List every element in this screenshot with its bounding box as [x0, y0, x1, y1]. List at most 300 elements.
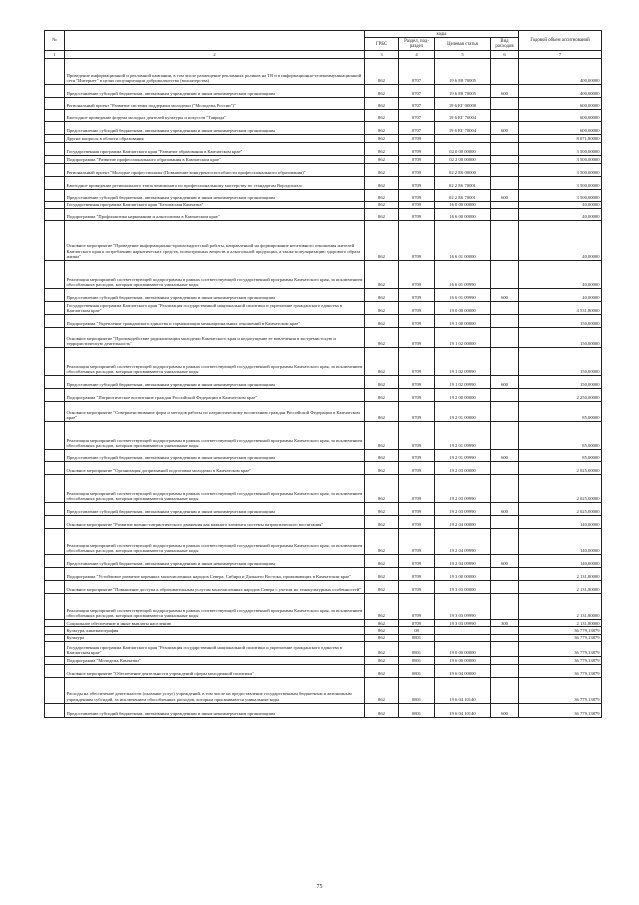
cell-rz: 0709 [399, 328, 435, 348]
cell-vr [491, 348, 519, 376]
cell-sum: 2 025,00000 [519, 475, 602, 503]
cell-cs [435, 634, 491, 641]
cell-cs: 16 0 00 00000 [435, 201, 491, 208]
table-row [45, 627, 602, 634]
cell-rz: 0709 [399, 348, 435, 376]
row-number-cell [45, 620, 65, 627]
cell-sum: 2 250,00000 [519, 389, 602, 402]
table-row [45, 389, 602, 402]
cell-rz: 0707 [399, 110, 435, 122]
cell-name: Основное мероприятие "Повышение доступа к образовательным услугам малочисленных народов Севера с учетом их этнокультурных особенностей" [65, 581, 365, 594]
cell-rz: 0709 [399, 155, 435, 163]
cell-cs: 19 1 02 09990 [435, 376, 491, 389]
row-number-cell [45, 402, 65, 422]
col-number: 5 [435, 51, 491, 59]
cell-vr [491, 176, 519, 189]
cell-sum: 36 779,13879 [519, 664, 602, 677]
cell-sum: 36 779,13879 [519, 677, 602, 703]
cell-grbs: 862 [365, 328, 399, 348]
cell-rz: 0801 [399, 677, 435, 703]
row-number-cell [45, 475, 65, 503]
cell-vr [491, 209, 519, 221]
row-number-cell [45, 703, 65, 717]
cell-cs: 19 6 04 00000 [435, 664, 491, 677]
cell-name: Предоставление субсидий бюджетным, автономным учреждениям и иным некоммерческим организациям [65, 289, 365, 302]
table-row [45, 529, 602, 555]
col-number: 7 [519, 51, 602, 59]
cell-vr [491, 594, 519, 620]
cell-name: Предоставление субсидий бюджетным, автономным учреждениям и иным некоммерческим организациям [65, 555, 365, 568]
cell-rz: 0709 [399, 163, 435, 176]
cell-grbs: 862 [365, 389, 399, 402]
cell-rz: 0709 [399, 581, 435, 594]
cell-sum: 600,00000 [519, 110, 602, 122]
table-row [45, 677, 602, 703]
cell-rz: 0801 [399, 657, 435, 664]
cell-sum: 85,00000 [519, 402, 602, 422]
cell-vr [491, 389, 519, 402]
cell-vr: 300 [491, 620, 519, 627]
cell-vr [491, 677, 519, 703]
table-row [45, 555, 602, 568]
cell-grbs: 862 [365, 677, 399, 703]
row-number-cell [45, 529, 65, 555]
cell-grbs: 862 [365, 450, 399, 462]
cell-cs: 19 2 04 09990 [435, 529, 491, 555]
table-row [45, 642, 602, 657]
cell-sum: 85,00000 [519, 450, 602, 462]
table-row [45, 348, 602, 376]
header-grbs: ГРБС [365, 38, 399, 51]
row-number-cell [45, 422, 65, 450]
table-body [45, 59, 602, 717]
cell-rz: 0709 [399, 209, 435, 221]
cell-grbs: 862 [365, 221, 399, 261]
cell-name: Ежегодное проведение форума молодых деятелей культуры и искусств "Таврида" [65, 110, 365, 122]
page-number: 75 [316, 884, 323, 890]
table-row [45, 657, 602, 664]
row-number-cell [45, 221, 65, 261]
cell-sum: 3 500,00000 [519, 155, 602, 163]
cell-name: Основное мероприятие "Противодействие радикализации молодежи Камчатского края и недопущение ее вовлечения в экстремистскую и террористическую деятельность" [65, 328, 365, 348]
cell-grbs: 862 [365, 98, 399, 110]
cell-rz: 0709 [399, 475, 435, 503]
cell-grbs: 862 [365, 85, 399, 98]
cell-sum: 4 531,80000 [519, 302, 602, 315]
cell-rz: 0709 [399, 529, 435, 555]
cell-name: Реализация мероприятий соответствующей подпрограммы в рамках соответствующей государственной программы Камчатского края, за исключением обособленных расходов, которым присваиваются уникальные коды [65, 261, 365, 289]
row-number-cell [45, 110, 65, 122]
cell-grbs: 862 [365, 142, 399, 155]
cell-rz: 0709 [399, 389, 435, 402]
cell-cs: 19 2 01 09990 [435, 450, 491, 462]
cell-grbs: 862 [365, 302, 399, 315]
cell-rz: 0709 [399, 302, 435, 315]
table-row [45, 176, 602, 189]
table-row [45, 475, 602, 503]
cell-grbs: 862 [365, 516, 399, 529]
cell-vr [491, 581, 519, 594]
cell-cs: 19 6 E8 70005 [435, 85, 491, 98]
cell-rz: 0707 [399, 98, 435, 110]
cell-sum: 150,00000 [519, 348, 602, 376]
cell-name: Предоставление субсидий бюджетным, автономным учреждениям и иным некоммерческим организациям [65, 503, 365, 516]
cell-sum: 150,00000 [519, 328, 602, 348]
table-row [45, 209, 602, 221]
budget-table [44, 30, 602, 718]
cell-rz: 0709 [399, 189, 435, 201]
cell-sum: 40,00000 [519, 209, 602, 221]
cell-sum: 400,00000 [519, 59, 602, 85]
cell-cs: 16 6 00 00000 [435, 209, 491, 221]
row-number-cell [45, 315, 65, 328]
cell-vr [491, 568, 519, 581]
row-number-cell [45, 189, 65, 201]
cell-cs: 19 2 01 00000 [435, 402, 491, 422]
cell-sum: 140,00000 [519, 516, 602, 529]
cell-rz: 0709 [399, 516, 435, 529]
cell-vr: 600 [491, 189, 519, 201]
cell-rz: 0709 [399, 261, 435, 289]
row-number-cell [45, 450, 65, 462]
cell-vr [491, 163, 519, 176]
cell-grbs: 862 [365, 664, 399, 677]
cell-sum: 2 025,00000 [519, 503, 602, 516]
cell-grbs: 862 [365, 475, 399, 503]
cell-vr [491, 59, 519, 85]
cell-name: Основное мероприятие "Совершенствование форм и методов работы по патриотическому воспитанию граждан Российской Федерации в Камчатском крае" [65, 402, 365, 422]
budget-table-page [44, 30, 601, 718]
header-name [65, 31, 365, 51]
cell-cs: 19 0 00 00000 [435, 642, 491, 657]
cell-grbs: 862 [365, 555, 399, 568]
cell-cs: 19 2 03 09990 [435, 475, 491, 503]
cell-sum: 2 131,80000 [519, 568, 602, 581]
row-number-cell [45, 261, 65, 289]
cell-grbs: 862 [365, 594, 399, 620]
header-amount: Годовой объем ассигнований [519, 31, 602, 51]
cell-name: Культура, кинематография [65, 627, 365, 634]
cell-grbs: 862 [365, 402, 399, 422]
cell-rz: 08 [399, 627, 435, 634]
cell-grbs: 862 [365, 209, 399, 221]
row-number-cell [45, 163, 65, 176]
cell-sum: 40,00000 [519, 261, 602, 289]
cell-rz: 0709 [399, 376, 435, 389]
cell-sum: 140,00000 [519, 529, 602, 555]
cell-sum: 40,00000 [519, 289, 602, 302]
cell-vr: 600 [491, 376, 519, 389]
cell-grbs: 862 [365, 462, 399, 475]
cell-vr [491, 475, 519, 503]
cell-cs: 19 3 00 00000 [435, 568, 491, 581]
table-row [45, 516, 602, 529]
cell-name: Подпрограмма "Устойчивое развитие коренных малочисленных народов Севера, Сибири и Дальнего Востока, проживающих в Камчатском крае" [65, 568, 365, 581]
cell-grbs: 862 [365, 59, 399, 85]
cell-rz: 0707 [399, 85, 435, 98]
header-num: № [45, 31, 65, 51]
cell-name: Основное мероприятие "Обеспечение деятельности учреждений сферы молодежной политики" [65, 664, 365, 677]
cell-name: Подпрограмма "Развитие профессионального образования в Камчатском крае" [65, 155, 365, 163]
cell-name: Подпрограмма "Профилактика наркомании и алкоголизма в Камчатском крае" [65, 209, 365, 221]
cell-sum: 36 779,13879 [519, 642, 602, 657]
table-row [45, 110, 602, 122]
cell-rz: 0801 [399, 634, 435, 641]
cell-vr [491, 221, 519, 261]
cell-vr [491, 201, 519, 208]
cell-cs: 16 6 01 09990 [435, 289, 491, 302]
cell-name: Культура [65, 634, 365, 641]
cell-vr [491, 634, 519, 641]
row-number-cell [45, 642, 65, 657]
cell-grbs: 862 [365, 315, 399, 328]
row-number-cell [45, 627, 65, 634]
cell-grbs: 862 [365, 620, 399, 627]
cell-rz: 0709 [399, 620, 435, 627]
cell-sum: 2 131,80000 [519, 594, 602, 620]
cell-name: Основное мероприятие "Организация допризывной подготовки молодежи в Камчатском крае" [65, 462, 365, 475]
cell-name: Проведение информационной и рекламной кампании, в том числе размещение рекламных роликов на ТВ и в информационно-телекоммуникационной сети "Интернет" в целях популяризации добровольчества (волонтерства) [65, 59, 365, 85]
col-number: 4 [399, 51, 435, 59]
cell-vr [491, 402, 519, 422]
table-row [45, 402, 602, 422]
cell-cs: 19 2 00 00000 [435, 389, 491, 402]
cell-vr [491, 516, 519, 529]
table-row [45, 568, 602, 581]
row-number-cell [45, 555, 65, 568]
cell-sum: 36 779,13879 [519, 657, 602, 664]
cell-vr [491, 642, 519, 657]
cell-name: Ежегодное проведение регионального этапа чемпионата по профессиональному мастерству по стандартам Ворлдскиллс [65, 176, 365, 189]
cell-sum: 150,00000 [519, 315, 602, 328]
row-number-cell [45, 59, 65, 85]
header-razdel: Раздел, под-раздел [399, 38, 435, 51]
row-number-cell [45, 98, 65, 110]
col-number: 6 [491, 51, 519, 59]
col-number: 1 [45, 51, 65, 59]
cell-vr [491, 529, 519, 555]
cell-grbs: 862 [365, 627, 399, 634]
cell-vr [491, 462, 519, 475]
table-row [45, 703, 602, 717]
table-row [45, 201, 602, 208]
cell-sum: 36 779,13879 [519, 627, 602, 634]
cell-rz: 0707 [399, 122, 435, 135]
row-number-cell [45, 594, 65, 620]
cell-rz: 0709 [399, 462, 435, 475]
cell-name: Социальное обеспечение и иные выплаты населению [65, 620, 365, 627]
cell-vr: 600 [491, 703, 519, 717]
table-row [45, 85, 602, 98]
cell-cs: 19 1 02 00000 [435, 328, 491, 348]
cell-sum: 36 779,13879 [519, 703, 602, 717]
cell-vr [491, 98, 519, 110]
cell-rz: 0709 [399, 450, 435, 462]
cell-name: Основное мероприятие "Развитие военно-патриотического движения как важного элемента системы патриотического воспитания" [65, 516, 365, 529]
cell-grbs: 862 [365, 122, 399, 135]
cell-name: Государственная программа Камчатского края "Реализация государственной национальной политики и укрепление гражданского единства в Камчатском крае" [65, 302, 365, 315]
cell-name: Предоставление субсидий бюджетным, автономным учреждениям и иным некоммерческим организациям [65, 122, 365, 135]
cell-rz: 0801 [399, 642, 435, 657]
cell-grbs: 862 [365, 176, 399, 189]
table-row [45, 462, 602, 475]
table-row [45, 59, 602, 85]
cell-name: Государственная программа Камчатского края "Реализация государственной национальной политики и укрепление гражданского единства в Камчатском крае" [65, 642, 365, 657]
cell-cs: 02 2 E6 70001 [435, 189, 491, 201]
row-number-cell [45, 289, 65, 302]
cell-rz: 0709 [399, 594, 435, 620]
table-row [45, 581, 602, 594]
table-row [45, 302, 602, 315]
row-number-cell [45, 389, 65, 402]
table-row [45, 221, 602, 261]
cell-cs: 19 2 04 00000 [435, 516, 491, 529]
table-row [45, 450, 602, 462]
row-number-cell [45, 201, 65, 208]
cell-vr: 600 [491, 555, 519, 568]
table-row [45, 664, 602, 677]
cell-name: Государственная программа Камчатского края "Развитие образования в Камчатском крае" [65, 142, 365, 155]
cell-vr: 600 [491, 85, 519, 98]
cell-rz: 0709 [399, 135, 435, 142]
cell-cs: 19 6 E8 70005 [435, 59, 491, 85]
cell-name: Подпрограмма "Патриотическое воспитание граждан Российской Федерации в Камчатском крае" [65, 389, 365, 402]
cell-grbs: 862 [365, 189, 399, 201]
cell-grbs: 862 [365, 155, 399, 163]
cell-cs: 19 6 EГ 70004 [435, 122, 491, 135]
cell-grbs: 862 [365, 503, 399, 516]
cell-cs: 02 2 E6 00000 [435, 163, 491, 176]
table-row [45, 189, 602, 201]
cell-name: Другие вопросы в области образования [65, 135, 365, 142]
cell-rz: 0709 [399, 289, 435, 302]
cell-sum: 3 500,00000 [519, 142, 602, 155]
cell-name: Реализация мероприятий соответствующей подпрограммы в рамках соответствующей государственной программы Камчатского края, за исключением обособленных расходов, которым присваиваются уникальные коды [65, 348, 365, 376]
row-number-cell [45, 85, 65, 98]
cell-cs: 02 0 00 00000 [435, 142, 491, 155]
cell-sum: 3 500,00000 [519, 163, 602, 176]
cell-cs: 19 2 01 09990 [435, 422, 491, 450]
row-number-cell [45, 135, 65, 142]
header-tsel: Целевая статья [435, 38, 491, 51]
cell-name: Региональный проект "Развитие системы поддержки молодежи ("Молодежь России")" [65, 98, 365, 110]
row-number-cell [45, 122, 65, 135]
table-row [45, 135, 602, 142]
table-row [45, 122, 602, 135]
cell-name: Расходы на обеспечение деятельности (оказание услуг) учреждений, в том числе на предоставление государственным бюджетным и автономным учреждениям субсидий, за исключением обособленных расходов, которым присваиваются уникальные коды [65, 677, 365, 703]
cell-rz: 0709 [399, 142, 435, 155]
cell-sum: 3 500,00000 [519, 189, 602, 201]
cell-cs: 19 2 03 09990 [435, 503, 491, 516]
cell-name: Предоставление субсидий бюджетным, автономным учреждениям и иным некоммерческим организациям [65, 85, 365, 98]
row-number-cell [45, 328, 65, 348]
cell-name: Предоставление субсидий бюджетным, автономным учреждениям и иным некоммерческим организациям [65, 376, 365, 389]
cell-vr [491, 142, 519, 155]
cell-vr [491, 664, 519, 677]
cell-grbs: 862 [365, 642, 399, 657]
cell-sum: 2 131,80000 [519, 581, 602, 594]
cell-rz: 0709 [399, 402, 435, 422]
cell-rz: 0709 [399, 568, 435, 581]
cell-sum: 8 071,80000 [519, 135, 602, 142]
cell-cs: 02 2 E6 70001 [435, 176, 491, 189]
table-row [45, 155, 602, 163]
row-number-cell [45, 657, 65, 664]
cell-sum: 2 025,00000 [519, 462, 602, 475]
cell-sum: 600,00000 [519, 122, 602, 135]
cell-vr [491, 627, 519, 634]
table-row [45, 594, 602, 620]
table-row [45, 98, 602, 110]
cell-vr: 600 [491, 503, 519, 516]
cell-grbs: 862 [365, 201, 399, 208]
col-number: 3 [365, 51, 399, 59]
cell-cs: 19 1 00 00000 [435, 315, 491, 328]
cell-grbs: 862 [365, 376, 399, 389]
cell-rz: 0709 [399, 422, 435, 450]
cell-name: Государственная программа Камчатского края "Безопасная Камчатка" [65, 201, 365, 208]
row-number-cell [45, 348, 65, 376]
row-number-cell [45, 516, 65, 529]
cell-grbs: 862 [365, 261, 399, 289]
cell-rz: 0801 [399, 664, 435, 677]
row-number-cell [45, 664, 65, 677]
cell-cs: 19 6 EГ 00000 [435, 98, 491, 110]
cell-grbs: 862 [365, 568, 399, 581]
cell-grbs: 862 [365, 581, 399, 594]
cell-grbs: 862 [365, 163, 399, 176]
cell-vr [491, 657, 519, 664]
cell-rz: 0709 [399, 315, 435, 328]
cell-name: Предоставление субсидий бюджетным, автономным учреждениям и иным некоммерческим организациям [65, 450, 365, 462]
cell-cs: 19 6 00 00000 [435, 657, 491, 664]
table-row [45, 376, 602, 389]
cell-name: Реализация мероприятий соответствующей подпрограммы в рамках соответствующей государственной программы Камчатского края, за исключением обособленных расходов, которым присваиваются уникальные коды [65, 594, 365, 620]
row-number-cell [45, 634, 65, 641]
cell-name: Подпрограмма "Укрепление гражданского единства и гармонизация межнациональных отношений в Камчатском крае" [65, 315, 365, 328]
table-row [45, 289, 602, 302]
cell-sum: 40,00000 [519, 221, 602, 261]
row-number-cell [45, 462, 65, 475]
table-row [45, 261, 602, 289]
cell-name: Предоставление субсидий бюджетным, автономным учреждениям и иным некоммерческим организациям [65, 703, 365, 717]
cell-name: Подпрограмма "Молодежь Камчатки" [65, 657, 365, 664]
cell-name: Региональный проект "Молодые профессионалы (Повышение конкурентоспособности профессионального образования)" [65, 163, 365, 176]
cell-grbs: 862 [365, 634, 399, 641]
cell-vr [491, 302, 519, 315]
row-number-cell [45, 209, 65, 221]
cell-sum: 2 131,80000 [519, 620, 602, 627]
cell-rz: 0709 [399, 176, 435, 189]
cell-vr [491, 422, 519, 450]
cell-vr [491, 261, 519, 289]
table-row [45, 163, 602, 176]
cell-cs: 19 3 03 00000 [435, 581, 491, 594]
cell-cs [435, 627, 491, 634]
header-codes: коды [365, 31, 519, 38]
cell-grbs: 862 [365, 529, 399, 555]
cell-sum: 400,00000 [519, 85, 602, 98]
row-number-cell [45, 376, 65, 389]
cell-grbs: 862 [365, 289, 399, 302]
table-row [45, 315, 602, 328]
cell-cs: 19 3 03 09990 [435, 620, 491, 627]
cell-name: Реализация мероприятий соответствующей подпрограммы в рамках соответствующей государственной программы Камчатского края, за исключением обособленных расходов, которым присваиваются уникальные коды [65, 475, 365, 503]
cell-cs: 16 6 01 09990 [435, 261, 491, 289]
cell-vr [491, 155, 519, 163]
table-row [45, 634, 602, 641]
cell-vr [491, 110, 519, 122]
